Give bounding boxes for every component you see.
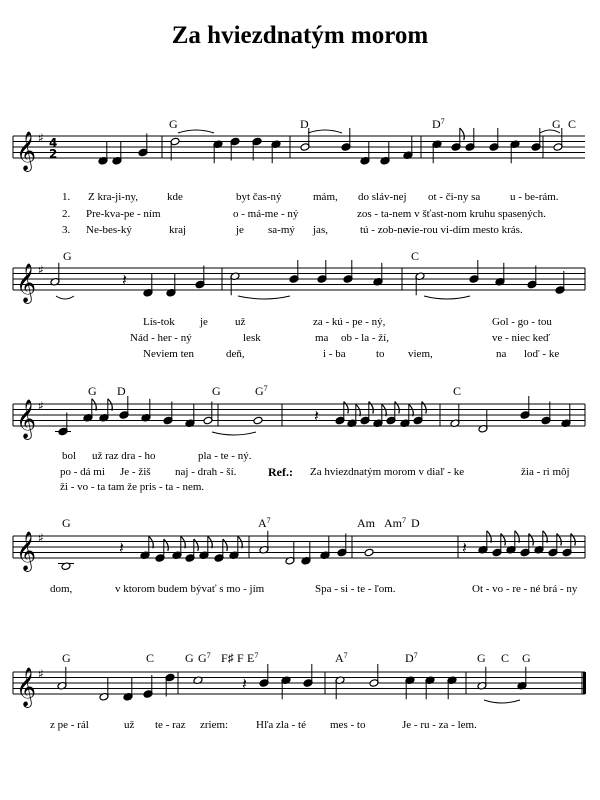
chord: $E^7$ [247, 651, 259, 665]
lyric: deň, [226, 348, 245, 360]
key-signature-sharp: ♯ [38, 131, 44, 145]
note-flag [181, 536, 186, 548]
tie [212, 432, 256, 435]
lyric: Spa - si - te - ľom. [315, 583, 396, 595]
lyric: lesk [243, 332, 261, 344]
lyric: už [235, 316, 246, 328]
note-flag [571, 534, 576, 546]
note-flag [460, 128, 465, 140]
lyric: u - be-rám. [510, 191, 559, 203]
chord: G [63, 249, 72, 263]
lyric: ve - niec keď [492, 332, 551, 344]
lyric: byt čas-ný [236, 191, 282, 203]
note-flag [92, 399, 97, 411]
chord: $D^7$ [432, 117, 445, 131]
lyric: dom, [50, 583, 73, 595]
note-flag [208, 536, 213, 548]
lyric: Neviem ten [143, 348, 195, 360]
lyric: o - má-me - ný [233, 208, 299, 220]
chord: D [300, 117, 309, 131]
chord: $A^7$ [335, 651, 348, 665]
treble-clef: 𝄞 [16, 667, 37, 707]
chord: G [88, 384, 97, 398]
key-signature-sharp: ♯ [38, 399, 44, 413]
lyric: Za hviezdnatým morom v diaľ - ke [310, 466, 465, 478]
lyric: bol [62, 450, 77, 462]
tie [424, 296, 470, 299]
chord: G [477, 651, 486, 665]
chord: G [62, 516, 71, 530]
treble-clef: 𝄞 [16, 531, 37, 571]
chord: $A^7$ [258, 516, 271, 530]
treble-clef: 𝄞 [16, 131, 37, 171]
tie [484, 700, 520, 703]
note-flag [108, 399, 113, 411]
lyric: pla - te - ný. [198, 450, 252, 462]
final-barline [583, 672, 586, 694]
chord: F [237, 651, 244, 665]
chord: G [185, 651, 194, 665]
note-flag [515, 531, 520, 543]
chord: D [411, 516, 420, 530]
chord: C [501, 651, 510, 665]
quarter-rest: 𝄽 [242, 674, 247, 693]
lyric: sa-mý [268, 224, 295, 236]
note-flag [149, 536, 154, 548]
lyric: viem, [408, 348, 433, 360]
lyric: i - ba [323, 348, 346, 360]
chord: $D^7$ [405, 651, 418, 665]
chord: Am$^7$ [384, 516, 406, 530]
note-flag [543, 531, 548, 543]
lyric: už raz dra - ho [92, 450, 156, 462]
lyric: je [236, 224, 244, 236]
note-flag [369, 402, 374, 414]
lyric: Lís-tok [143, 316, 175, 328]
lyric: Ot - vo - re - né brá - ny [472, 583, 578, 595]
lyric: za - kú - pe - ný, [313, 316, 386, 328]
time-signature: 4 [49, 136, 58, 150]
chord: G [552, 117, 561, 131]
lyric: ma [315, 332, 329, 344]
note-flag [557, 534, 562, 546]
note-head [253, 416, 263, 425]
verse-number: 2. [62, 208, 71, 220]
note-flag [223, 539, 228, 551]
tie [238, 296, 290, 299]
quarter-rest: 𝄽 [314, 406, 319, 425]
key-signature-sharp: ♯ [38, 263, 44, 277]
chord: G [522, 651, 531, 665]
lyric: Gol - go - tou [492, 316, 552, 328]
note-head [364, 548, 374, 557]
page-title: Za hviezdnatým morom [171, 22, 429, 49]
verse-number: 3. [62, 224, 71, 236]
lyric: v ktorom budem bývať s mo - jím [115, 583, 265, 595]
quarter-rest: 𝄽 [122, 270, 127, 289]
note-flag [356, 404, 361, 416]
lyric: mes - to [330, 719, 366, 731]
lyric: z pe - rál [50, 719, 89, 731]
lyric: naj - drah - ší. [175, 466, 237, 478]
note-flag [382, 404, 387, 416]
key-signature-sharp: ♯ [38, 667, 44, 681]
chord: C [411, 249, 420, 263]
lyric: je [200, 316, 208, 328]
lyric: te - raz [155, 719, 186, 731]
note-flag [422, 402, 427, 414]
note-flag [194, 539, 199, 551]
lyric: mám, [313, 191, 338, 203]
lyric: Nád - her - ný [130, 332, 192, 344]
note-flag [164, 539, 169, 551]
chord: G [212, 384, 221, 398]
lyric: Pre-kva-pe - ním [86, 208, 161, 220]
lyric: kraj [169, 224, 187, 236]
refrain-label: Ref.: [268, 465, 293, 479]
note-flag [409, 404, 414, 416]
lyric: do sláv-nej [358, 191, 407, 203]
note-flag [395, 402, 400, 414]
chord: G [62, 651, 71, 665]
time-signature: 2 [49, 147, 58, 161]
lyric: kde [167, 191, 183, 203]
lyric: to [376, 348, 385, 360]
key-signature-sharp: ♯ [38, 531, 44, 545]
lyric: Z kra-ji-ny, [88, 191, 138, 203]
lyric: Ne-bes-ký [86, 224, 132, 236]
lyric: tú - zob-ne [360, 224, 408, 236]
tie [308, 130, 342, 133]
lyric: po - dá mi [60, 466, 105, 478]
lyric: Je - ru - za - lem. [402, 719, 477, 731]
note-flag [487, 531, 492, 543]
quarter-rest: 𝄽 [119, 538, 124, 557]
chord: Am [357, 516, 375, 530]
chord: $G^7$ [198, 651, 211, 665]
lyric: zriem: [200, 719, 229, 731]
lyric: ot - či-ny sa [428, 191, 481, 203]
verse-number: 1. [62, 191, 71, 203]
lyric: žia - ri môj [521, 466, 570, 478]
lyric: loď - ke [524, 348, 560, 360]
tie [56, 296, 74, 299]
lyric: ob - la - ží, [341, 332, 389, 344]
chord: C [146, 651, 155, 665]
lyric: ži - vo - ta tam že pris - ta - nem. [60, 481, 205, 493]
lyric: Je - žiš [120, 466, 151, 478]
note-flag [529, 534, 534, 546]
lyric: už [124, 719, 135, 731]
note-flag [501, 534, 506, 546]
chord: C [568, 117, 577, 131]
treble-clef: 𝄞 [16, 263, 37, 303]
tie [178, 130, 214, 133]
chord: G [169, 117, 178, 131]
chord: $G^7$ [255, 384, 268, 398]
lyric: zos - ta-nem v šťast-nom kruhu spasených. [357, 208, 546, 220]
note-flag [238, 536, 243, 548]
chord: F♯ [221, 651, 234, 665]
lyric: na [496, 348, 507, 360]
treble-clef: 𝄞 [16, 399, 37, 439]
lyric: jas, [313, 224, 328, 236]
lyric: vie-rou vi-dím mesto krás. [406, 224, 523, 236]
chord: D [117, 384, 126, 398]
chord: C [453, 384, 462, 398]
lyric: Hľa zla - té [256, 719, 306, 731]
note-flag [344, 402, 349, 414]
quarter-rest: 𝄽 [462, 538, 467, 557]
